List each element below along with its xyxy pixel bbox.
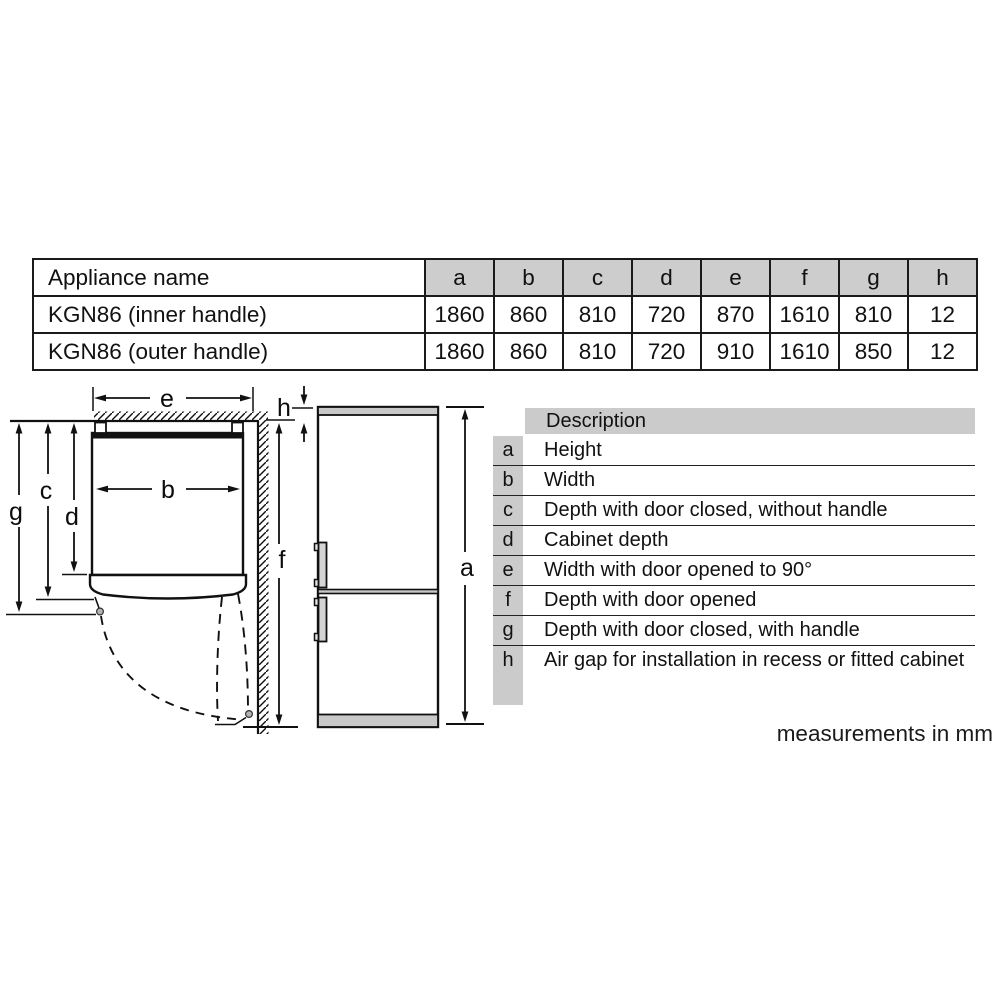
- dim-a: [446, 407, 484, 724]
- value-g: 850: [839, 333, 908, 370]
- spec-col-e: e: [701, 259, 770, 296]
- upper-door-handle: [315, 543, 327, 588]
- legend-row-e: [493, 556, 975, 586]
- fridge-top-view: [90, 423, 252, 725]
- value-f: 1610: [770, 333, 839, 370]
- spec-col-b: b: [494, 259, 563, 296]
- legend-row-b: [493, 466, 975, 496]
- value-d: 720: [632, 333, 701, 370]
- dim-label-g: g: [9, 498, 23, 526]
- legend-key: g: [493, 616, 523, 645]
- top-wall-hatch: [94, 412, 268, 422]
- hinge-left: [95, 423, 106, 434]
- legend-row-c: [493, 496, 975, 526]
- dim-g: [6, 423, 96, 615]
- spec-table: [32, 258, 976, 371]
- legend-row-h: [493, 646, 975, 675]
- table-row: [33, 333, 977, 370]
- legend-description: Air gap for installation in recess or fitted cabinet: [544, 649, 965, 671]
- value-h: 12: [908, 296, 977, 333]
- legend-table: [493, 408, 975, 705]
- legend-row-a: [493, 436, 975, 466]
- dim-label-f: f: [278, 546, 286, 574]
- legend-header-row: [493, 408, 975, 434]
- spec-corner-label: Appliance name: [33, 259, 425, 296]
- measurements-note: measurements in mm: [776, 721, 993, 746]
- spec-col-d: d: [632, 259, 701, 296]
- legend-row-g: [493, 616, 975, 646]
- table-row: [33, 296, 977, 333]
- door-divider: [318, 590, 438, 594]
- dim-label-e: e: [160, 385, 174, 413]
- handle-dot-open: [246, 711, 253, 718]
- legend-key: d: [493, 526, 523, 555]
- legend-key: c: [493, 496, 523, 525]
- value-a: 1860: [425, 296, 494, 333]
- legend-description: Depth with door closed, with handle: [544, 619, 860, 641]
- installation-diagram: [0, 380, 500, 760]
- legend-header-label: Description: [525, 408, 975, 434]
- appliance-name: KGN86 (inner handle): [33, 296, 425, 333]
- legend-description: Cabinet depth: [544, 529, 669, 551]
- spec-col-f: f: [770, 259, 839, 296]
- value-c: 810: [563, 296, 632, 333]
- legend-key: e: [493, 556, 523, 585]
- value-e: 870: [701, 296, 770, 333]
- legend-key: b: [493, 466, 523, 495]
- dim-label-d: d: [65, 503, 79, 531]
- dim-h: [266, 386, 313, 442]
- value-a: 1860: [425, 333, 494, 370]
- fridge-top-strip: [318, 407, 438, 415]
- dim-f: [243, 423, 298, 727]
- fridge-front-view: [315, 407, 439, 727]
- door-closed: [90, 575, 246, 599]
- fridge-plinth: [318, 715, 438, 728]
- appliance-name: KGN86 (outer handle): [33, 333, 425, 370]
- value-g: 810: [839, 296, 908, 333]
- spec-col-g: g: [839, 259, 908, 296]
- dim-label-b: b: [161, 476, 175, 504]
- handle-dot-closed: [97, 608, 104, 615]
- legend-description: Depth with door opened: [544, 589, 757, 611]
- legend-key-column-tail: [493, 675, 523, 705]
- legend-header-spacer: [493, 408, 525, 434]
- lower-door-handle: [315, 598, 327, 642]
- door-open-left-edge: [217, 597, 222, 721]
- legend-description: Width with door opened to 90°: [544, 559, 813, 581]
- legend-description: Width: [544, 469, 596, 491]
- legend-description: Height: [544, 439, 602, 461]
- value-b: 860: [494, 296, 563, 333]
- value-e: 910: [701, 333, 770, 370]
- spec-col-c: c: [563, 259, 632, 296]
- legend-row-d: [493, 526, 975, 556]
- right-wall-hatch: [258, 421, 269, 734]
- legend-row-f: [493, 586, 975, 616]
- dim-d: [62, 423, 87, 575]
- dim-label-h: h: [277, 394, 291, 422]
- legend-key: h: [493, 646, 523, 675]
- value-f: 1610: [770, 296, 839, 333]
- legend-key: f: [493, 586, 523, 615]
- value-d: 720: [632, 296, 701, 333]
- spec-header-row: [33, 259, 977, 296]
- spec-col-a: a: [425, 259, 494, 296]
- value-b: 860: [494, 333, 563, 370]
- dim-e: [93, 385, 253, 413]
- door-open-right-edge: [238, 594, 248, 711]
- legend-description: Depth with door closed, without handle: [544, 499, 888, 521]
- legend-key: a: [493, 436, 523, 465]
- spec-col-h: h: [908, 259, 977, 296]
- hinge-right: [232, 423, 243, 434]
- dim-label-a: a: [460, 554, 474, 582]
- dim-label-c: c: [39, 477, 53, 505]
- value-c: 810: [563, 333, 632, 370]
- value-h: 12: [908, 333, 977, 370]
